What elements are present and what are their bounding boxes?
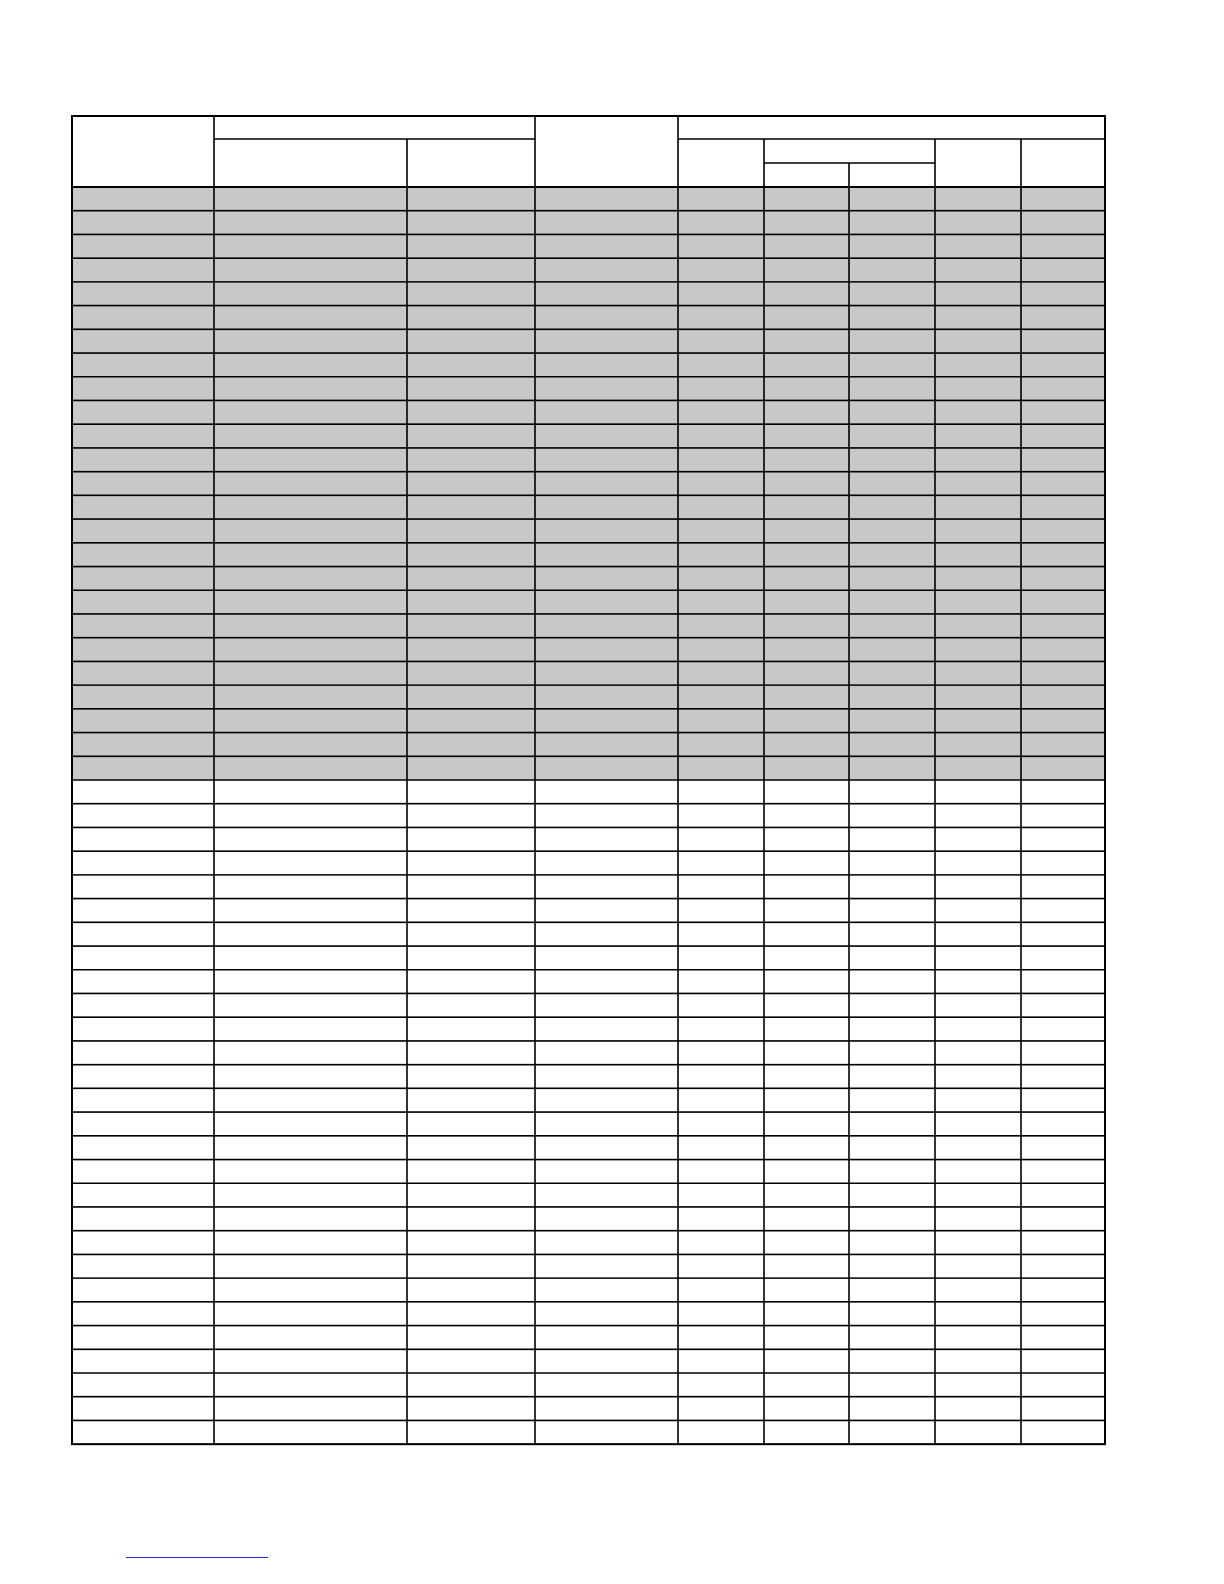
blank-row: [72, 804, 1105, 828]
blank-row: [72, 1183, 1105, 1207]
shaded-row: [72, 756, 1105, 780]
blank-row: [72, 1136, 1105, 1160]
shaded-row: [72, 495, 1105, 519]
blank-row: [72, 1112, 1105, 1136]
blank-row: [72, 875, 1105, 899]
blank-row: [72, 1231, 1105, 1255]
shaded-row: [72, 353, 1105, 377]
blank-row: [72, 1254, 1105, 1278]
blank-row: [72, 946, 1105, 970]
shaded-row: [72, 306, 1105, 330]
blank-row: [72, 780, 1105, 804]
blank-row: [72, 1326, 1105, 1350]
blank-row: [72, 1373, 1105, 1397]
blank-row: [72, 1397, 1105, 1421]
blank-row: [72, 1041, 1105, 1065]
shaded-row: [72, 448, 1105, 472]
blank-row: [72, 1065, 1105, 1089]
blank-row: [72, 922, 1105, 946]
blank-row: [72, 1278, 1105, 1302]
shaded-row: [72, 709, 1105, 733]
shaded-row: [72, 329, 1105, 353]
shaded-row: [72, 567, 1105, 591]
blank-row: [72, 1349, 1105, 1373]
blank-row: [72, 1207, 1105, 1231]
shaded-row: [72, 258, 1105, 282]
shaded-row: [72, 472, 1105, 496]
shaded-row: [72, 685, 1105, 709]
shaded-row: [72, 590, 1105, 614]
shaded-row: [72, 638, 1105, 662]
blank-row: [72, 1088, 1105, 1112]
shaded-row: [72, 377, 1105, 401]
shaded-row: [72, 187, 1105, 211]
blank-row: [72, 827, 1105, 851]
blank-row: [72, 851, 1105, 875]
blank-row: [72, 993, 1105, 1017]
shaded-row: [72, 733, 1105, 757]
blank-row: [72, 899, 1105, 923]
shaded-row: [72, 519, 1105, 543]
blank-row: [72, 1017, 1105, 1041]
blank-row: [72, 1302, 1105, 1326]
shaded-row: [72, 282, 1105, 306]
shaded-row: [72, 424, 1105, 448]
shaded-row: [72, 400, 1105, 424]
blank-row: [72, 1160, 1105, 1184]
blank-row: [72, 1420, 1105, 1444]
shaded-row: [72, 661, 1105, 685]
shaded-row: [72, 211, 1105, 235]
shaded-row: [72, 543, 1105, 567]
shaded-row: [72, 234, 1105, 258]
footer-link[interactable]: [126, 1557, 268, 1558]
shaded-row: [72, 614, 1105, 638]
blank-row: [72, 970, 1105, 994]
